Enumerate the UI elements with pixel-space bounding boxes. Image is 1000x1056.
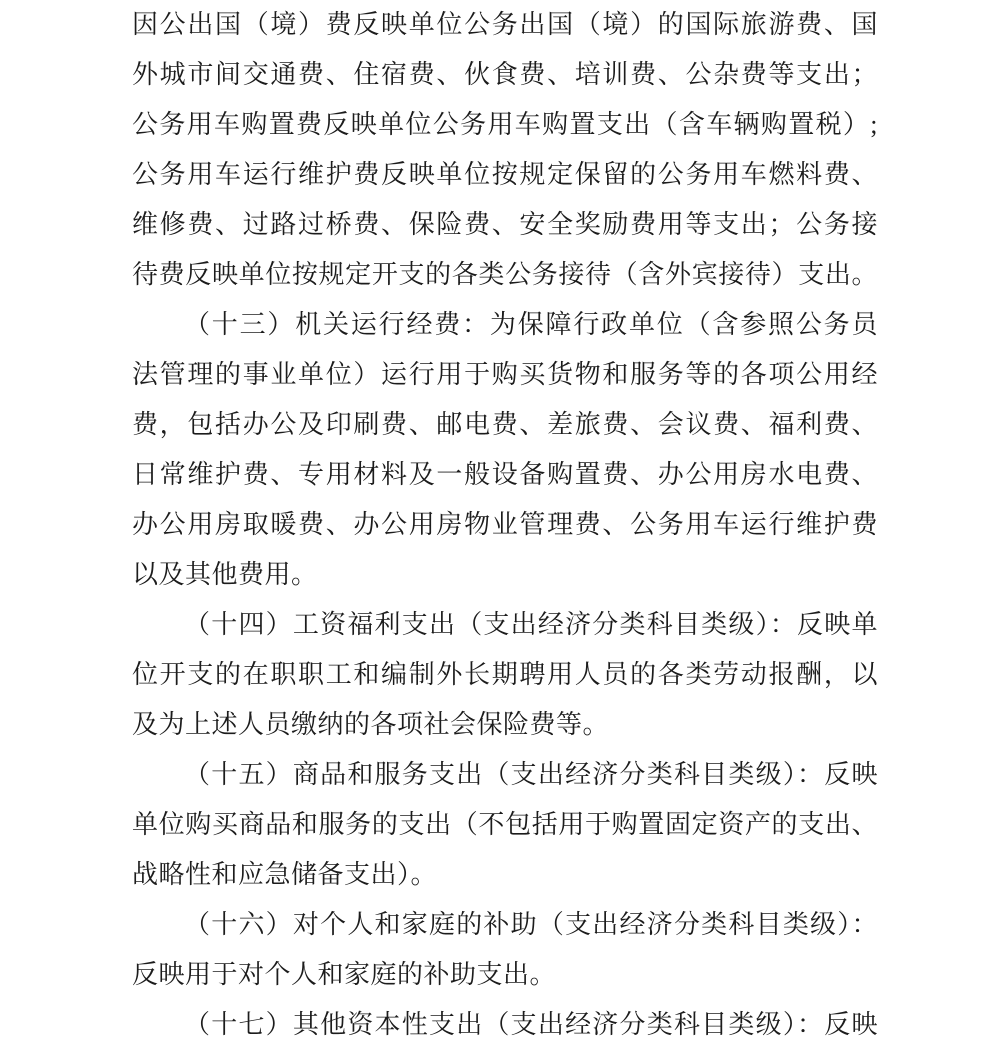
text-line: 维修费、过路过桥费、保险费、安全奖励费用等支出；公务接 <box>132 210 878 239</box>
text-line: （十四）工资福利支出（支出经济分类科目类级）：反映单 <box>184 610 878 639</box>
text-line: 反映用于对个人和家庭的补助支出。 <box>132 960 557 989</box>
text-line: 费，包括办公及印刷费、邮电费、差旅费、会议费、福利费、 <box>132 410 878 439</box>
text-line: 外城市间交通费、住宿费、伙食费、培训费、公杂费等支出； <box>132 60 878 89</box>
text-line: 因公出国（境）费反映单位公务出国（境）的国际旅游费、国 <box>132 10 878 39</box>
text-line: （十六）对个人和家庭的补助（支出经济分类科目类级）： <box>184 910 878 939</box>
text-line: 法管理的事业单位）运行用于购买货物和服务等的各项公用经 <box>132 360 878 389</box>
text-line: 日常维护费、专用材料及一般设备购置费、办公用房水电费、 <box>132 460 878 489</box>
text-line: 办公用房取暖费、办公用房物业管理费、公务用车运行维护费 <box>132 510 878 539</box>
text-line: 公务用车购置费反映单位公务用车购置支出（含车辆购置税）; <box>132 110 878 139</box>
text-line: 位开支的在职职工和编制外长期聘用人员的各类劳动报酬，以 <box>132 660 878 689</box>
text-line: 战略性和应急储备支出）。 <box>132 860 438 889</box>
text-line: 公务用车运行维护费反映单位按规定保留的公务用车燃料费、 <box>132 160 878 189</box>
text-line: 单位购买商品和服务的支出（不包括用于购置固定资产的支出、 <box>132 810 878 839</box>
document-text-block <box>132 0 878 1050</box>
text-line: （十五）商品和服务支出（支出经济分类科目类级）：反映 <box>184 760 878 789</box>
text-line: 及为上述人员缴纳的各项社会保险费等。 <box>132 710 610 739</box>
text-line: 待费反映单位按规定开支的各类公务接待（含外宾接待）支出。 <box>132 260 878 289</box>
text-line: （十三）机关运行经费：为保障行政单位（含参照公务员 <box>184 310 878 339</box>
text-line: （十七）其他资本性支出（支出经济分类科目类级）：反映 <box>184 1010 878 1039</box>
text-line: 以及其他费用。 <box>132 560 318 589</box>
